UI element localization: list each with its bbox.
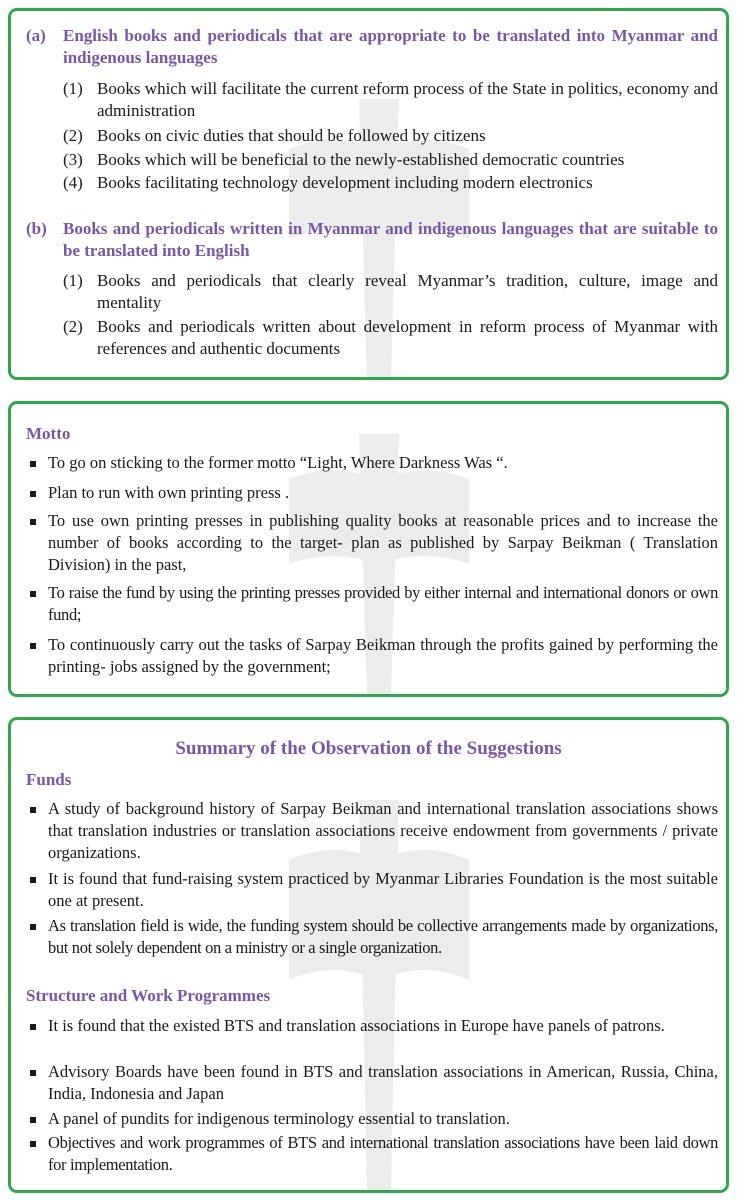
list-item: [30, 452, 718, 474]
bullet-square-icon: [30, 1117, 36, 1123]
bullet-square-icon: [30, 1024, 36, 1030]
list-item: [30, 868, 718, 912]
list-item: [30, 1108, 718, 1130]
bullet-text: To use own printing presses in publishing quality books at reasonable prices and to increase the number of books according to the target- plan as published by Sarpay Beikman ( Translation Division) in the past,: [48, 511, 718, 574]
item-text: Books and periodicals that clearly reveal Myanmar’s tradition, culture, image and mentality: [97, 271, 718, 312]
list-item: [63, 172, 718, 194]
bullet-square-icon: [30, 591, 36, 597]
bullet-square-icon: [30, 877, 36, 883]
item-text: Books on civic duties that should be followed by citizens: [97, 126, 486, 145]
section-b-marker: (b): [26, 219, 47, 238]
list-item: [30, 798, 718, 864]
section-a-marker: (a): [26, 26, 46, 45]
list-item: [30, 482, 718, 504]
list-item: [30, 1061, 718, 1105]
list-item: [30, 915, 718, 959]
item-text: Books and periodicals written about development in reform process of Myanmar with references and authentic documents: [97, 317, 718, 358]
bullet-text: To go on sticking to the former motto “Light, Where Darkness Was “.: [48, 453, 508, 472]
section-a-title: [26, 25, 718, 69]
summary-box: [8, 717, 729, 1193]
bullet-text: As translation field is wide, the funding system should be collective arrangements made by organizations, but not solely dependent on a ministry or a single organization.: [48, 916, 718, 957]
motto-box: [8, 401, 729, 697]
bullet-square-icon: [30, 924, 36, 930]
list-item: [63, 270, 718, 314]
section-b-title: [26, 218, 718, 262]
motto-heading: Motto: [26, 424, 71, 443]
list-item: [63, 125, 718, 147]
structure-heading: Structure and Work Programmes: [26, 986, 271, 1005]
funds-heading: Funds: [26, 770, 72, 789]
list-item: [30, 1015, 718, 1037]
bullet-text: To continuously carry out the tasks of Sarpay Beikman through the profits gained by performing the printing- jobs assigned by the government;: [48, 635, 718, 676]
item-marker: (1): [63, 271, 83, 290]
bullet-square-icon: [30, 1070, 36, 1076]
bullet-square-icon: [30, 461, 36, 467]
bullet-text: Objectives and work programmes of BTS and international translation associations have been laid down for implementation.: [48, 1133, 718, 1174]
list-item: [63, 78, 718, 122]
list-item: [30, 1132, 718, 1176]
section-a-heading: English books and periodicals that are appropriate to be translated into Myanmar and indigenous languages: [63, 26, 718, 67]
bullet-square-icon: [30, 519, 36, 525]
item-marker: (1): [63, 79, 83, 98]
list-item: [63, 316, 718, 360]
item-marker: (3): [63, 150, 83, 169]
item-text: Books facilitating technology development including modern electronics: [97, 173, 593, 192]
bullet-text: Plan to run with own printing press .: [48, 483, 290, 502]
item-marker: (2): [63, 317, 83, 336]
summary-title: Summary of the Observation of the Suggestions: [175, 738, 562, 759]
list-item: [30, 634, 718, 678]
list-item: [63, 149, 718, 171]
item-marker: (4): [63, 173, 83, 192]
bullet-square-icon: [30, 1141, 36, 1147]
section-b-heading: Books and periodicals written in Myanmar and indigenous languages that are suitable to be translated into English: [63, 219, 718, 260]
bullet-text: A study of background history of Sarpay Beikman and international translation associations shows that translation industries or translation associations receive endowment from governments / private organizations.: [48, 799, 718, 862]
item-text: Books which will facilitate the current reform process of the State in politics, economy and administration: [97, 79, 718, 120]
bullet-text: It is found that fund-raising system practiced by Myanmar Libraries Foundation is the most suitable one at present.: [48, 869, 718, 910]
item-marker: (2): [63, 126, 83, 145]
bullet-text: It is found that the existed BTS and translation associations in Europe have panels of patrons.: [48, 1016, 665, 1035]
bullet-text: Advisory Boards have been found in BTS and translation associations in American, Russia, China, India, Indonesia and Japan: [48, 1062, 718, 1103]
bullet-text: To raise the fund by using the printing presses provided by either internal and international donors or own fund;: [48, 583, 718, 624]
bullet-text: A panel of pundits for indigenous terminology essential to translation.: [48, 1109, 510, 1128]
bullet-square-icon: [30, 491, 36, 497]
item-text: Books which will be beneficial to the newly-established democratic countries: [97, 150, 625, 169]
list-item: [30, 510, 718, 576]
list-item: [30, 582, 718, 626]
bullet-square-icon: [30, 807, 36, 813]
bullet-square-icon: [30, 643, 36, 649]
translation-categories-box: [8, 8, 729, 380]
